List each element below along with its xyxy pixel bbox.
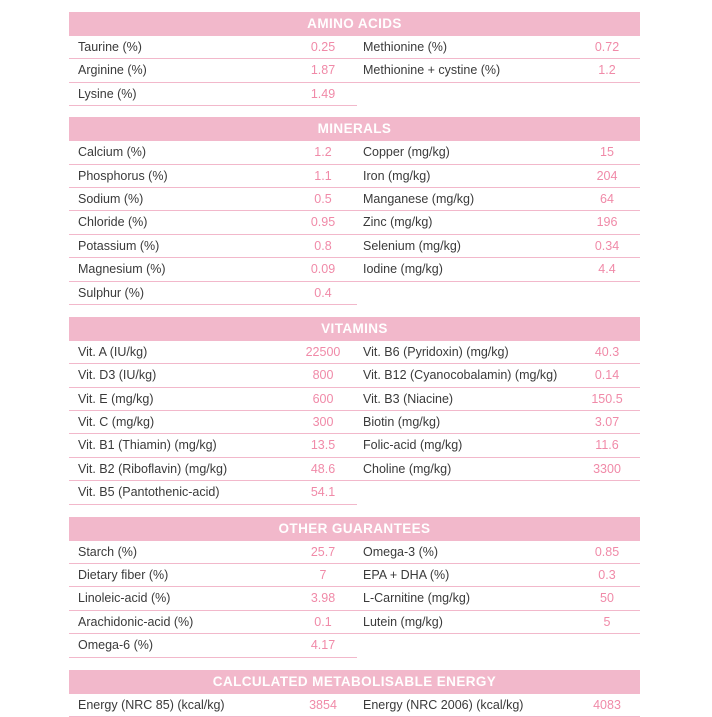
nutrient-cell — [357, 458, 640, 481]
table-row — [69, 694, 640, 717]
empty-cell — [357, 481, 640, 504]
nutrient-value: 0.85 — [594, 544, 620, 559]
nutrient-label: Omega-6 (%) — [78, 638, 154, 653]
nutrient-cell — [69, 83, 357, 106]
nutrient-value: 3.98 — [310, 591, 336, 606]
nutrient-cell — [69, 211, 357, 234]
nutrient-label: Lysine (%) — [78, 86, 137, 101]
nutrient-label: Magnesium (%) — [78, 262, 166, 277]
nutrient-cell — [69, 36, 357, 59]
section-spacer — [69, 106, 640, 117]
nutrient-cell — [69, 541, 357, 564]
section-spacer — [69, 658, 640, 670]
nutrient-value: 0.4 — [314, 285, 332, 300]
table-row — [69, 611, 640, 634]
nutrient-cell — [357, 694, 640, 717]
nutrient-value: 3.07 — [594, 415, 620, 430]
table-row — [69, 36, 640, 59]
table-row — [69, 211, 640, 234]
nutrient-label: Vit. E (mg/kg) — [78, 391, 154, 406]
nutrient-cell — [357, 388, 640, 411]
nutrient-value: 25.7 — [310, 544, 336, 559]
section-header: MINERALS — [69, 117, 640, 141]
nutrient-value: 7 — [319, 568, 327, 583]
nutrient-value: 1.2 — [598, 63, 616, 78]
table-row — [69, 165, 640, 188]
section-spacer — [69, 505, 640, 517]
nutrient-value: 300 — [312, 415, 334, 430]
table-row — [69, 341, 640, 364]
nutrient-label: Dietary fiber (%) — [78, 568, 169, 583]
table-row — [69, 364, 640, 387]
nutrient-value: 48.6 — [310, 461, 336, 476]
nutrient-value: 13.5 — [310, 438, 336, 453]
nutrient-value: 3300 — [593, 461, 621, 476]
nutrient-value: 4.4 — [598, 262, 616, 277]
nutrient-value: 22500 — [305, 344, 341, 359]
nutrient-cell — [69, 411, 357, 434]
table-row — [69, 235, 640, 258]
nutrient-value: 0.72 — [594, 40, 620, 54]
nutrient-cell — [69, 634, 357, 657]
nutrient-cell — [69, 587, 357, 610]
nutrient-cell — [69, 481, 357, 504]
table-row — [69, 481, 640, 504]
section-header: CALCULATED METABOLISABLE ENERGY — [69, 670, 640, 694]
nutrient-cell — [357, 611, 640, 634]
table-row — [69, 434, 640, 457]
nutrient-label: EPA + DHA (%) — [363, 568, 450, 583]
section-rows — [69, 141, 640, 305]
nutrient-value: 15 — [600, 145, 614, 160]
nutrient-label: Selenium (mg/kg) — [363, 238, 461, 253]
table-row — [69, 282, 640, 305]
nutrient-label: Iodine (mg/kg) — [363, 262, 443, 277]
nutrition-table — [69, 12, 640, 717]
nutrient-label: Omega-3 (%) — [363, 544, 439, 559]
nutrient-cell — [357, 235, 640, 258]
nutrient-value: 0.34 — [594, 238, 620, 253]
nutrient-value: 0.95 — [310, 215, 336, 230]
section-minerals — [69, 117, 640, 305]
nutrient-label: Taurine (%) — [78, 40, 142, 54]
nutrient-cell — [357, 211, 640, 234]
nutrient-value: 40.3 — [594, 344, 620, 359]
table-row — [69, 258, 640, 281]
table-row — [69, 587, 640, 610]
nutrient-cell — [69, 694, 357, 717]
nutrient-value: 54.1 — [310, 485, 336, 500]
nutrient-cell — [357, 434, 640, 457]
nutrient-cell — [69, 364, 357, 387]
nutrient-value: 64 — [600, 191, 614, 206]
table-row — [69, 83, 640, 106]
nutrient-cell — [69, 564, 357, 587]
nutrient-value: 1.49 — [310, 86, 336, 101]
section-header: OTHER GUARANTEES — [69, 517, 640, 541]
nutrient-cell — [69, 141, 357, 164]
nutrient-cell — [357, 587, 640, 610]
section-amino-acids — [69, 12, 640, 106]
nutrient-label: Manganese (mg/kg) — [363, 191, 475, 206]
nutrient-label: Biotin (mg/kg) — [363, 415, 441, 430]
nutrient-cell — [69, 434, 357, 457]
nutrient-label: Vit. A (IU/kg) — [78, 344, 148, 359]
nutrient-cell — [357, 541, 640, 564]
nutrient-value: 0.09 — [310, 262, 336, 277]
nutrient-value: 50 — [600, 591, 614, 606]
nutrient-cell — [357, 364, 640, 387]
section-calculated-metabolisable-energy — [69, 670, 640, 717]
section-rows — [69, 341, 640, 505]
nutrient-cell — [69, 59, 357, 82]
nutrient-value: 196 — [596, 215, 618, 230]
nutrient-value: 1.1 — [314, 168, 332, 183]
nutrient-value: 800 — [312, 368, 334, 383]
nutrient-value: 150.5 — [591, 391, 623, 406]
nutrient-label: Iron (mg/kg) — [363, 168, 431, 183]
nutrient-label: Methionine + cystine (%) — [363, 63, 501, 78]
section-rows — [69, 541, 640, 658]
nutrient-label: Vit. B3 (Niacine) — [363, 391, 454, 406]
nutrient-cell — [69, 235, 357, 258]
nutrient-label: Phosphorus (%) — [78, 168, 168, 183]
nutrient-label: Folic-acid (mg/kg) — [363, 438, 463, 453]
table-row — [69, 388, 640, 411]
nutrient-cell — [357, 341, 640, 364]
nutrient-label: Vit. B2 (Riboflavin) (mg/kg) — [78, 461, 228, 476]
section-other-guarantees — [69, 517, 640, 658]
nutrient-label: Methionine (%) — [363, 40, 448, 54]
section-header: AMINO ACIDS — [69, 12, 640, 36]
nutrient-label: Vit. C (mg/kg) — [78, 415, 155, 430]
section-spacer — [69, 305, 640, 317]
nutrient-value: 600 — [312, 391, 334, 406]
section-vitamins — [69, 317, 640, 505]
table-row — [69, 541, 640, 564]
nutrient-value: 3854 — [309, 697, 337, 712]
nutrient-label: Vit. D3 (IU/kg) — [78, 368, 157, 383]
nutrient-cell — [357, 141, 640, 164]
nutrient-cell — [357, 411, 640, 434]
table-row — [69, 59, 640, 82]
nutrient-cell — [357, 188, 640, 211]
table-row — [69, 411, 640, 434]
nutrient-value: 204 — [596, 168, 618, 183]
nutrient-label: Lutein (mg/kg) — [363, 614, 443, 629]
nutrient-label: Copper (mg/kg) — [363, 145, 450, 160]
section-rows — [69, 694, 640, 717]
nutrient-label: Arachidonic-acid (%) — [78, 614, 194, 629]
table-row — [69, 141, 640, 164]
nutrient-label: L-Carnitine (mg/kg) — [363, 591, 470, 606]
nutrient-value: 0.3 — [598, 568, 616, 583]
nutrient-value: 11.6 — [595, 438, 619, 453]
nutrient-label: Sulphur (%) — [78, 285, 144, 300]
nutrient-value: 0.14 — [594, 368, 620, 383]
nutrient-label: Starch (%) — [78, 544, 138, 559]
nutrient-label: Energy (NRC 2006) (kcal/kg) — [363, 697, 524, 712]
nutrient-cell — [357, 258, 640, 281]
nutrient-label: Arginine (%) — [78, 63, 147, 78]
nutrient-label: Zinc (mg/kg) — [363, 215, 433, 230]
nutrient-label: Vit. B1 (Thiamin) (mg/kg) — [78, 438, 217, 453]
nutrient-label: Linoleic-acid (%) — [78, 591, 171, 606]
nutrient-cell — [69, 165, 357, 188]
nutrient-cell — [357, 36, 640, 59]
table-row — [69, 188, 640, 211]
nutrient-cell — [69, 458, 357, 481]
nutrient-cell — [69, 188, 357, 211]
empty-cell — [357, 282, 640, 305]
nutrient-label: Calcium (%) — [78, 145, 147, 160]
nutrient-cell — [69, 341, 357, 364]
section-rows — [69, 36, 640, 106]
nutrient-cell — [357, 59, 640, 82]
nutrient-cell — [69, 611, 357, 634]
empty-cell — [357, 634, 640, 657]
nutrient-value: 0.5 — [314, 191, 332, 206]
nutrient-label: Vit. B5 (Pantothenic-acid) — [78, 485, 220, 500]
nutrient-cell — [357, 165, 640, 188]
empty-cell — [357, 83, 640, 106]
nutrient-cell — [69, 388, 357, 411]
nutrient-label: Sodium (%) — [78, 191, 144, 206]
nutrient-label: Energy (NRC 85) (kcal/kg) — [78, 697, 225, 712]
nutrient-value: 1.2 — [314, 145, 332, 160]
nutrient-value: 5 — [603, 614, 611, 629]
nutrient-label: Chloride (%) — [78, 215, 148, 230]
nutrient-value: 1.87 — [310, 63, 336, 78]
nutrient-value: 0.8 — [314, 238, 332, 253]
nutrient-value: 0.25 — [310, 40, 336, 54]
nutrient-cell — [69, 258, 357, 281]
table-row — [69, 564, 640, 587]
section-header: VITAMINS — [69, 317, 640, 341]
nutrient-label: Choline (mg/kg) — [363, 461, 452, 476]
nutrient-value: 4.17 — [310, 638, 336, 653]
nutrient-value: 4083 — [593, 697, 621, 712]
table-row — [69, 634, 640, 657]
nutrient-label: Potassium (%) — [78, 238, 160, 253]
nutrient-cell — [357, 564, 640, 587]
nutrient-value: 0.1 — [314, 614, 332, 629]
table-row — [69, 458, 640, 481]
nutrient-label: Vit. B6 (Pyridoxin) (mg/kg) — [363, 344, 509, 359]
nutrient-label: Vit. B12 (Cyanocobalamin) (mg/kg) — [363, 368, 558, 383]
nutrient-cell — [69, 282, 357, 305]
